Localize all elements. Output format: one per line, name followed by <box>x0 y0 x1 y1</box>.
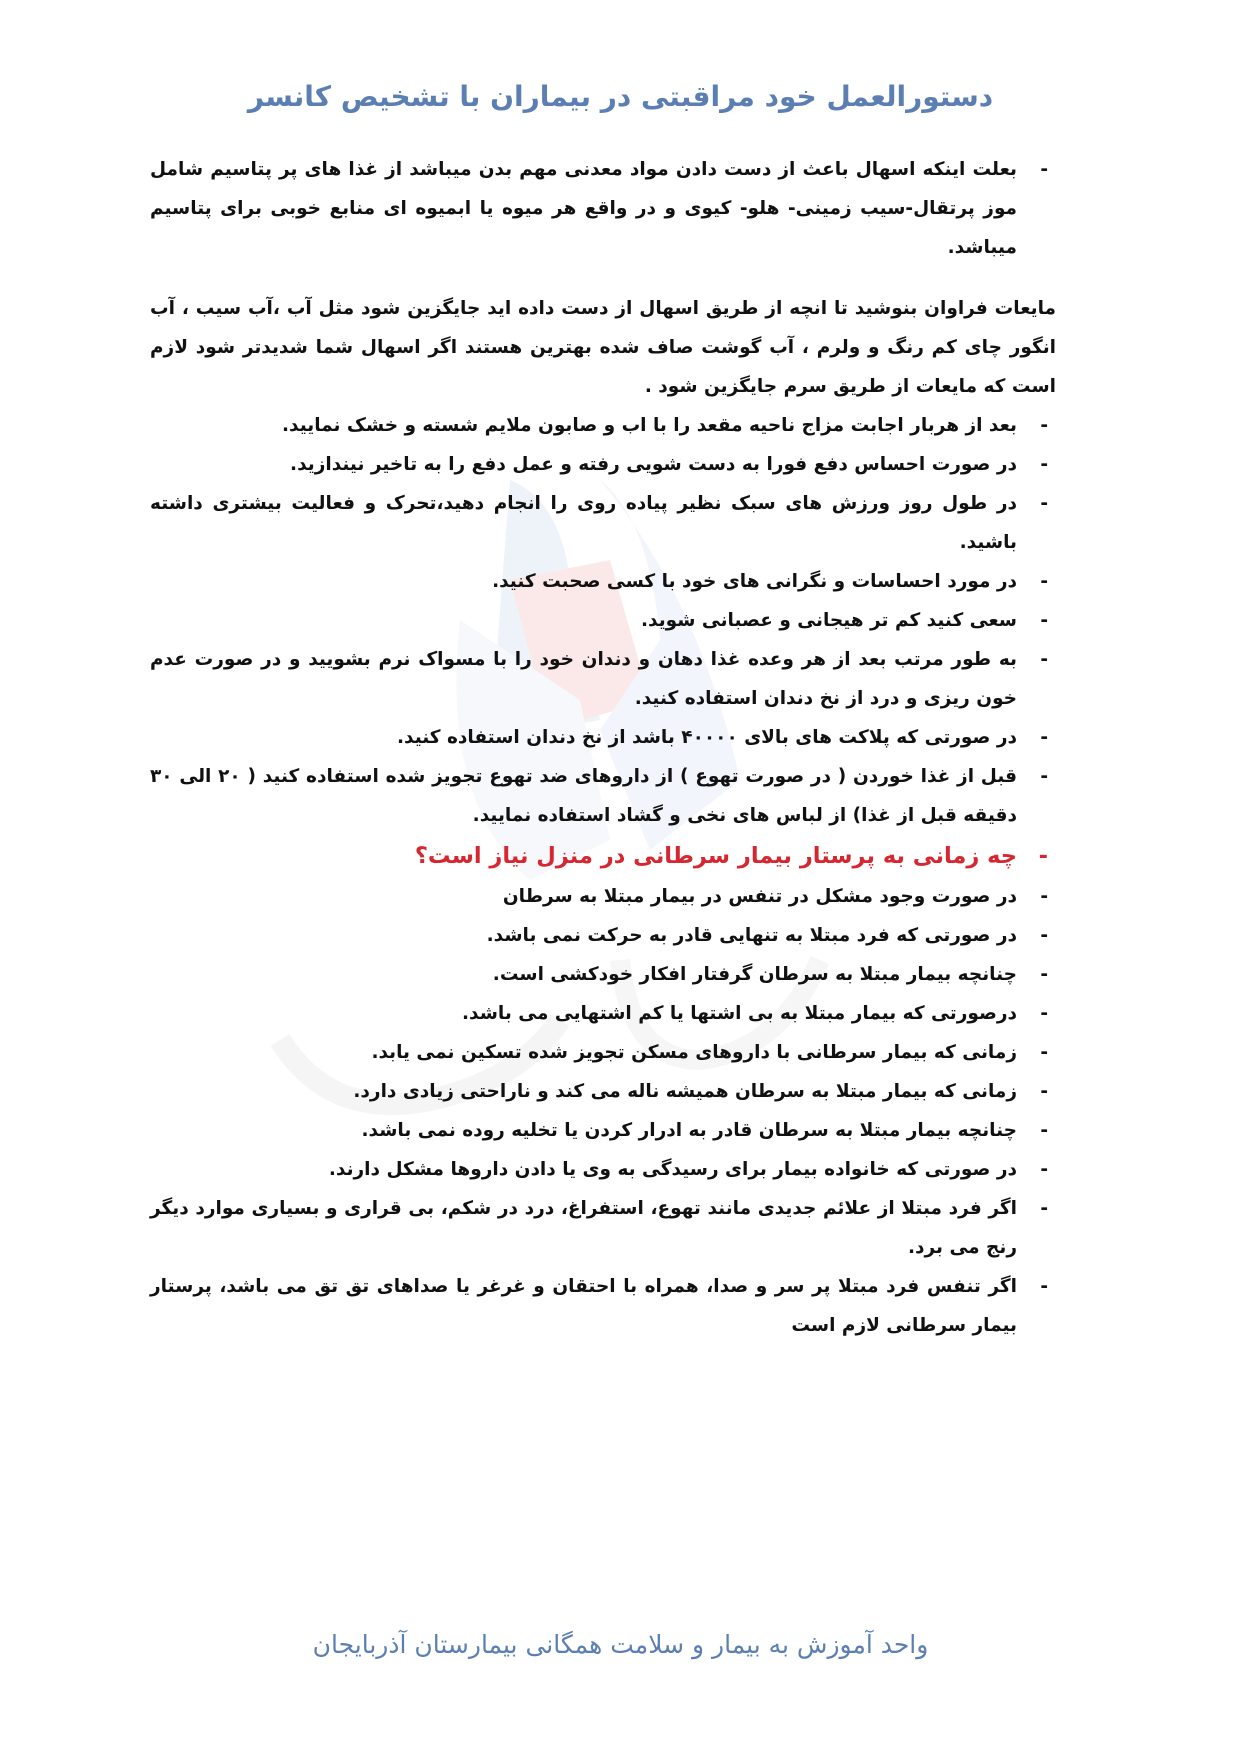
bullet-dash: - <box>1040 454 1048 475</box>
bullet-dash: - <box>1040 1159 1048 1180</box>
list-item-text: در صورت احساس دفع فورا به دست شویی رفته و عمل دفع را به تاخیر نیندازید. <box>290 454 1017 475</box>
document-body <box>150 150 1056 1345</box>
list-item-text: در صورتی که فرد مبتلا به تنهایی قادر به حرکت نمی باشد. <box>486 925 1017 946</box>
nurse-list <box>150 877 1056 1345</box>
bullet-dash: - <box>1040 1081 1048 1102</box>
bullet-dash: - <box>1038 843 1048 869</box>
list-item <box>150 916 1056 955</box>
list-item <box>150 445 1056 484</box>
bullet-dash: - <box>1040 493 1048 514</box>
bullet-dash: - <box>1040 925 1048 946</box>
care-list <box>150 406 1056 835</box>
list-item <box>150 1111 1056 1150</box>
list-item-text: زمانی که بیمار سرطانی با داروهای مسکن تجویز شده تسکین نمی یابد. <box>371 1042 1017 1063</box>
bullet-dash: - <box>1040 1120 1048 1141</box>
list-item-text: در طول روز ورزش های سبک نظیر پیاده روی را انجام دهید،تحرک و فعالیت بیشتری داشته باشید. <box>150 493 1017 553</box>
list-item-text: اگر تنفس فرد مبتلا پر سر و صدا، همراه با احتقان و غرغر یا صداهای تق تق می باشد، پرستار بیمار سرطانی لازم است <box>150 1276 1017 1336</box>
list-item <box>150 484 1056 562</box>
bullet-dash: - <box>1040 159 1048 180</box>
list-item <box>150 718 1056 757</box>
section-heading-text: چه زمانی به پرستار بیمار سرطانی در منزل نیاز است؟ <box>414 843 1017 869</box>
list-item <box>150 601 1056 640</box>
bullet-dash: - <box>1040 766 1048 787</box>
list-item <box>150 877 1056 916</box>
list-item-text: چنانچه بیمار مبتلا به سرطان قادر به ادرار کردن یا تخلیه روده نمی باشد. <box>361 1120 1017 1141</box>
list-item-text: بعد از هربار اجابت مزاج ناحیه مقعد را با اب و صابون ملایم شسته و خشک نمایید. <box>281 415 1017 436</box>
list-item <box>150 640 1056 718</box>
list-item-text: سعی کنید کم تر هیجانی و عصبانی شوید. <box>640 610 1017 631</box>
list-item <box>150 562 1056 601</box>
bullet-dash: - <box>1040 1276 1048 1297</box>
bullet-dash: - <box>1040 649 1048 670</box>
list-item <box>150 955 1056 994</box>
section-heading <box>150 835 1056 877</box>
list-item-text: قبل از غذا خوردن ( در صورت تهوع ) از داروهای ضد تهوع تجویز شده استفاده کنید ( ۲۰ الی ۳۰ دقیقه قبل از غذا) از لباس های نخی و گشاد استفاده نمایید. <box>150 766 1017 826</box>
list-item <box>150 994 1056 1033</box>
list-item <box>150 1033 1056 1072</box>
list-item-text: بعلت اینکه اسهال باعث از دست دادن مواد معدنی مهم بدن میباشد از غذا های پر پتاسیم شامل موز پرتقال-سیب زمینی- هلو- کیوی و در واقع هر میوه یا ابمیوه ای منابع خوبی برای پتاسیم میباشد. <box>150 159 1017 258</box>
list-item-text: زمانی که بیمار مبتلا به سرطان همیشه ناله می کند و ناراحتی زیادی دارد. <box>353 1081 1017 1102</box>
list-item <box>150 1267 1056 1345</box>
list-item <box>150 1189 1056 1267</box>
page-footer: واحد آموزش به بیمار و سلامت همگانی بیمارستان آذربایجان <box>312 1630 929 1659</box>
list-item <box>150 150 1056 267</box>
list-item-text: در مورد احساسات و نگرانی های خود با کسی صحبت کنید. <box>492 571 1017 592</box>
bullet-dash: - <box>1040 415 1048 436</box>
list-item-text: به طور مرتب بعد از هر وعده غذا دهان و دندان خود را با مسواک نرم بشویید و در صورت عدم خون ریزی و درد از نخ دندان استفاده کنید. <box>150 649 1017 709</box>
list-item <box>150 406 1056 445</box>
bullet-dash: - <box>1040 886 1048 907</box>
bullet-dash: - <box>1040 964 1048 985</box>
bullet-dash: - <box>1040 1003 1048 1024</box>
list-item-text: در صورتی که پلاکت های بالای ۴۰۰۰۰ باشد از نخ دندان استفاده کنید. <box>396 727 1017 748</box>
list-item-text: در صورت وجود مشکل در تنفس در بیمار مبتلا به سرطان <box>502 886 1017 907</box>
list-item-text: در صورتی که خانواده بیمار برای رسیدگی به وی یا دادن داروها مشکل دارند. <box>328 1159 1017 1180</box>
bullet-dash: - <box>1040 1042 1048 1063</box>
bullet-dash: - <box>1040 727 1048 748</box>
list-item-text: اگر فرد مبتلا از علائم جدیدی مانند تهوع، استفراغ، درد در شکم، بی قراری و بسیاری موارد دیگر رنج می برد. <box>150 1198 1017 1258</box>
list-item <box>150 1072 1056 1111</box>
list-item <box>150 1150 1056 1189</box>
fluids-paragraph: مایعات فراوان بنوشید تا انچه از طریق اسهال از دست داده اید جایگزین شود مثل آب ،آب سیب ، آب انگور چای کم رنگ و ولرم ، آب گوشت صاف شده بهترین هستند اگر اسهال شما شدیدتر شود لازم است که مایعات از طریق سرم جایگزین شود . <box>150 298 1056 397</box>
bullet-dash: - <box>1040 571 1048 592</box>
list-item-text: درصورتی که بیمار مبتلا به بی اشتها یا کم اشتهایی می باشد. <box>462 1003 1017 1024</box>
list-item <box>150 757 1056 835</box>
bullet-dash: - <box>1040 1198 1048 1219</box>
page-title: دستورالعمل خود مراقبتی در بیماران با تشخیص کانسر <box>247 80 994 113</box>
list-item-text: چنانچه بیمار مبتلا به سرطان گرفتار افکار خودکشی است. <box>492 964 1017 985</box>
bullet-dash: - <box>1040 610 1048 631</box>
